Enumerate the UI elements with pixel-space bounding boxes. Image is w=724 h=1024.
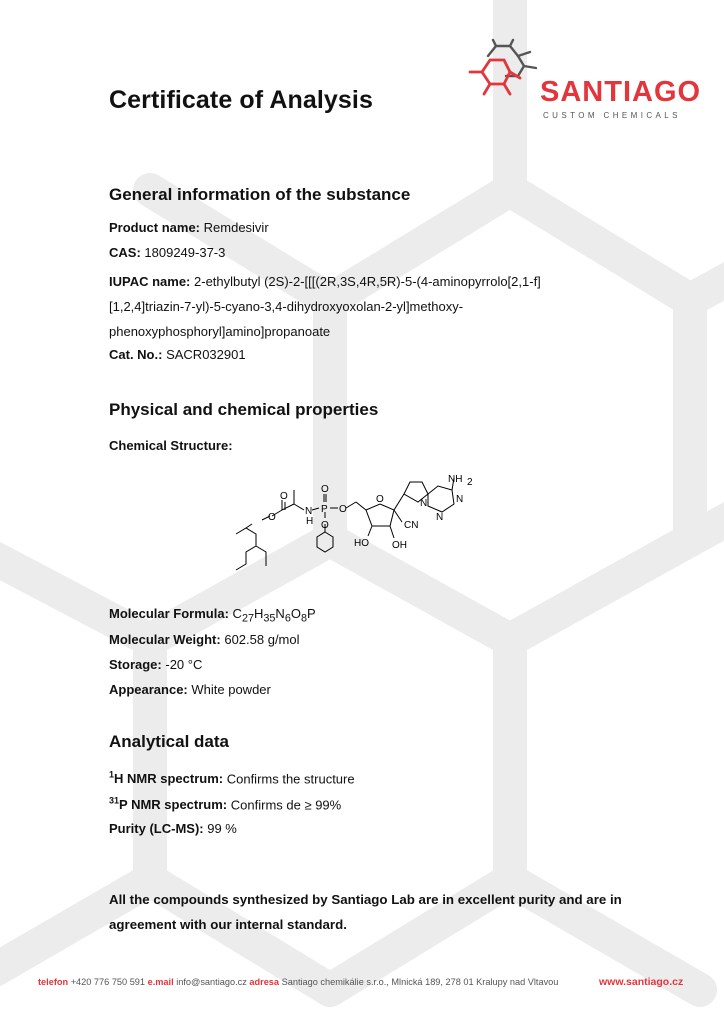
iupac-value: 2-ethylbutyl (2S)-2-[[[(2R,3S,4R,5R)-5-(4-aminopyrrolo[2,1-f][1,2,4]triazin-7-yl)-5-cyano-3,4-dihydroxyoxolan-2-yl]methoxy-phenoxyphosphoryl]amino]propanoate [109, 274, 541, 339]
product-name-label: Product name: [109, 220, 201, 235]
atom-o3: O [339, 504, 347, 515]
atom-cn: CN [404, 520, 419, 531]
section-heading-physical: Physical and chemical properties [109, 400, 379, 419]
molecular-weight-label: Molecular Weight: [109, 632, 221, 647]
cas-row [109, 245, 225, 260]
closing-statement: All the compounds synthesized by Santiago Lab are in excellent purity and are in agreement with our internal standard. [109, 892, 622, 932]
cas-value: 1809249-37-3 [144, 245, 226, 260]
document-title: Certificate of Analysis [109, 86, 373, 114]
atom-oh: OH [392, 540, 407, 551]
logo-tagline: CUSTOM CHEMICALS [543, 111, 681, 120]
atom-o-dbl: O [321, 484, 329, 495]
p-nmr-value: Confirms de ≥ 99% [230, 797, 342, 813]
logo-wordmark: SANTIAGO [540, 76, 702, 108]
p-nmr-row [109, 796, 341, 812]
atom-n: N [305, 506, 313, 517]
atom-o-ring: O [376, 494, 384, 505]
atom-h: H [306, 516, 314, 527]
iupac-row [109, 269, 609, 344]
atom-o2: O [280, 491, 288, 502]
molecular-formula-label: Molecular Formula: [109, 606, 229, 621]
footer-contact [38, 977, 688, 987]
molecular-formula-row [109, 606, 316, 625]
appearance-row [109, 682, 271, 697]
atom-o-ph: O [321, 520, 329, 531]
atom-n2: N [436, 512, 444, 523]
molecular-weight-value: 602.58 g/mol [224, 632, 300, 647]
footer-email-label: e.mail [147, 977, 174, 987]
section-heading-general: General information of the substance [109, 185, 411, 204]
atom-ho: HO [354, 538, 369, 549]
molecular-formula-value: $C_{27}H_{35}N_6O_8P$ [232, 606, 316, 625]
iupac-label: IUPAC name: [109, 274, 191, 289]
cas-label: CAS: [109, 245, 141, 260]
storage-label: Storage: [109, 657, 162, 672]
purity-label: Purity (LC-MS): [109, 821, 204, 836]
atom-nh2-sub: 2 [467, 477, 473, 488]
footer-tel-value[interactable]: +420 776 750 591 [70, 977, 146, 987]
h-nmr-isotope: 1 [109, 770, 115, 780]
h-nmr-label: H NMR spectrum: [114, 771, 224, 787]
product-name-row [109, 220, 269, 235]
atom-n1: N [420, 498, 428, 509]
purity-row [109, 821, 237, 836]
atom-o1: O [268, 512, 276, 523]
cat-no-label: Cat. No.: [109, 347, 163, 362]
appearance-value: White powder [191, 682, 271, 697]
cat-no-row [109, 347, 246, 362]
atom-nh2: NH [448, 474, 463, 485]
chemical-structure-row [109, 438, 233, 453]
h-nmr-row [109, 770, 355, 786]
h-nmr-value: Confirms the structure [226, 771, 355, 787]
storage-row [109, 657, 202, 672]
footer-email-value[interactable]: info@santiago.cz [176, 977, 247, 987]
p-nmr-isotope: 31 [109, 796, 120, 806]
molecular-weight-row [109, 632, 300, 647]
storage-value: -20 °C [165, 657, 203, 672]
atom-p: P [321, 504, 328, 515]
santiago-logo [466, 38, 702, 128]
atom-n3: N [456, 494, 464, 505]
hexagon-molecule-icon [466, 38, 546, 108]
chemical-structure-diagram [232, 472, 502, 584]
purity-value: 99 % [207, 821, 237, 836]
section-heading-analytical: Analytical data [109, 732, 229, 751]
footer-address-label: adresa [249, 977, 280, 987]
footer-website-link[interactable]: www.santiago.cz [599, 976, 684, 988]
appearance-label: Appearance: [109, 682, 188, 697]
footer-tel-label: telefon [38, 977, 69, 987]
footer-address-value: Santiago chemikálie s.r.o., Mlnická 189, 278 01 Kralupy nad Vltavou [281, 977, 559, 987]
cat-no-value: SACR032901 [166, 347, 246, 362]
chemical-structure-label: Chemical Structure: [109, 438, 233, 453]
product-name-value: Remdesivir [203, 220, 269, 235]
p-nmr-label: P NMR spectrum: [119, 797, 228, 813]
